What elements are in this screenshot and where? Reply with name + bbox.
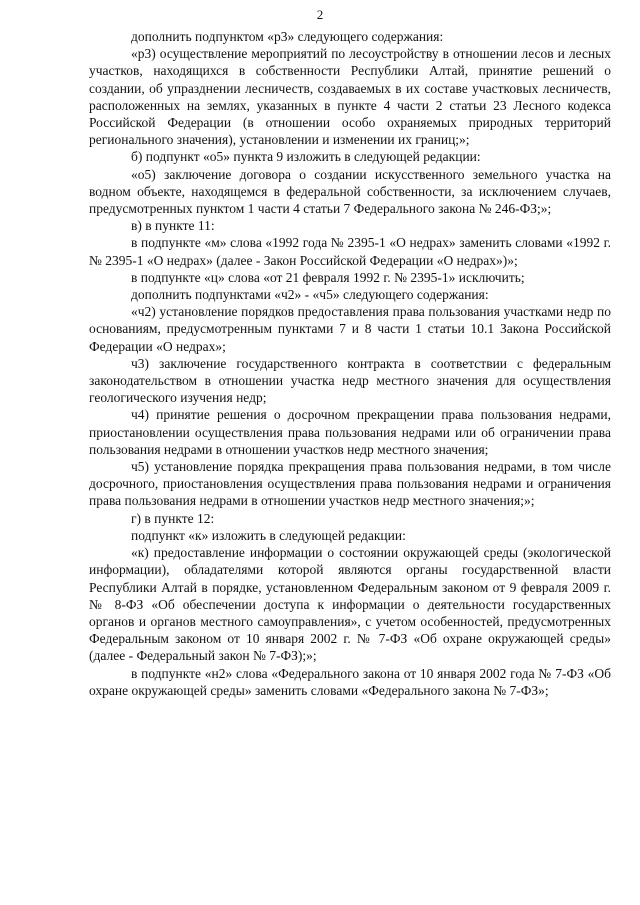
document-body	[89, 28, 611, 699]
paragraph: в подпункте «ц» слова «от 21 февраля 1992 г. № 2395-1» исключить;	[131, 269, 525, 285]
paragraph: ч4) принятие решения о досрочном прекращении права пользования недрами, приостановлении осуществления права пользования недрами или об ограничении права пользования недрами в отношении участков недр местного значения;	[89, 407, 611, 457]
paragraph: б) подпункт «о5» пункта 9 изложить в следующей редакции:	[131, 149, 481, 165]
paragraph: подпункт «к» изложить в следующей редакции:	[131, 527, 406, 543]
paragraph: г) в пункте 12:	[131, 510, 215, 526]
paragraph: в подпункте «н2» слова «Федерального закона от 10 января 2002 года № 7-ФЗ «Об охране окружающей среды» заменить словами «Федерального закона № 7-ФЗ»;	[89, 665, 611, 698]
paragraph: в) в пункте 11:	[131, 218, 215, 234]
paragraph: «р3) осуществление мероприятий по лесоустройству в отношении лесов и лесных участков, находящихся в собственности Республики Алтай, принятие решений о создании, об упразднении лесничеств, создаваемых в их составе участковых лесничеств, расположенных на землях, указанных в пункте 4 части 2 статьи 23 Лесного кодекса Российской Федерации (в отношении особо охраняемых природных территорий регионального значения), установлении и изменении их границ;»;	[89, 46, 611, 148]
paragraph: в подпункте «м» слова «1992 года № 2395-1 «О недрах» заменить словами «1992 г. № 2395-1 «О недрах» (далее - Закон Российской Федерации «О недрах»)»;	[89, 235, 611, 268]
paragraph: дополнить подпунктами «ч2» - «ч5» следующего содержания:	[131, 287, 489, 303]
paragraph: «о5) заключение договора о создании искусственного земельного участка на водном объекте, находящемся в федеральной собственности, за исключением случаев, предусмотренных пунктом 1 части 4 статьи 7 Федерального закона № 246-ФЗ;»;	[89, 166, 611, 217]
paragraph: дополнить подпунктом «р3» следующего содержания:	[131, 29, 444, 44]
page-number: 2	[316, 7, 324, 22]
paragraph: «ч2) установление порядков предоставления права пользования участками недр по основаниям, предусмотренным пунктами 7 и 8 части 1 статьи 10.1 Закона Российской Федерации «О недрах»;	[89, 304, 611, 354]
paragraph: «к) предоставление информации о состоянии окружающей среды (экологической информации), обладателями которой являются органы государственной власти Республики Алтай в порядке, установленном Федеральным законом от 9 февраля 2009 г. № 8-ФЗ «Об обеспечении доступа к информации о деятельности государственных органов и органов местного самоуправления», с учетом особенностей, предусмотренных Федеральным законом от 10 января 2002 г. № 7-ФЗ «Об охране окружающей среды» (далее - Федеральный закон № 7-ФЗ);»;	[89, 545, 611, 664]
paragraph: ч3) заключение государственного контракта в соответствии с федеральным законодательством в отношении участка недр местного значения для осуществления геологического изучения недр;	[89, 355, 611, 406]
paragraph: ч5) установление порядка прекращения права пользования недрами, в том числе досрочного, приостановления осуществления права пользования недрами и ограничения права пользования недрами в отношении участков недр местного значения;»;	[89, 459, 611, 509]
